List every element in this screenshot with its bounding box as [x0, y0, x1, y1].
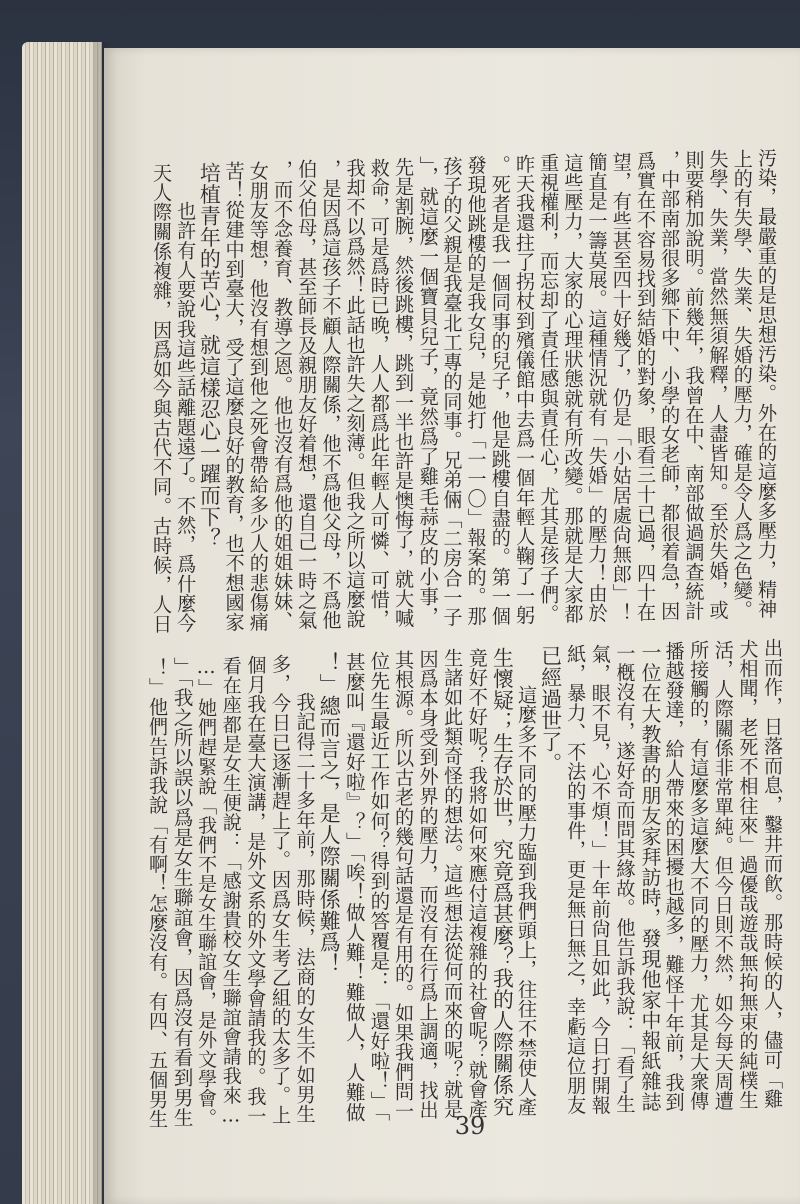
text-column: 犬相聞，老死不相往來」過優哉遊哉無拘無束的純樸生 [736, 638, 760, 1110]
text-column: 這些壓力，大家的心理狀態就有所改變。那就是大家都 [561, 152, 585, 624]
text-column: 所接觸的，有這麼多這麼大不同的壓力，尤其是大衆傳 [687, 640, 711, 1112]
text-column: 。死者是我一個同事的兒子，他是跳樓自盡的。第一個 [488, 154, 512, 626]
text-column: 紙，暴力、不法的事件，更是無日無之，幸虧這位朋友 [564, 644, 588, 1116]
text-column: 看在座都是女生便說：「感謝貴校女生聯誼會請我來… [219, 655, 242, 1127]
text-column: 上的有失學、失業、失婚的壓力，確是令人爲之色變。 [730, 148, 754, 620]
text-column: 先是割腕，然後跳樓，跳到一半也許是懊悔了，就大喊 [392, 157, 415, 628]
text-column: 重視權利，而忘却了責任感與責任心，尤其是孩子們。 [537, 153, 561, 625]
text-column: ！」總而言之，是人際關係難爲！ [317, 652, 342, 975]
text-column: 苦！從建中到臺大，受了這麼良好的教育，也不想國家 [222, 161, 246, 633]
text-column: 爲實在不容易找到結婚的對象，眼看三十已過，四十在 [634, 151, 657, 622]
text-column: 位先生最近工作如何？得到的答覆是：「還好啦！」「 [367, 650, 391, 1122]
page-edges [22, 42, 102, 1204]
text-column: 一槪沒有，遂好奇而問其緣故。他告訴我說：「看了生 [613, 642, 637, 1114]
text-column: 則要稍加說明。前幾年，我曾在中、南部做過調查統計 [682, 149, 706, 621]
text-column: 失學、失業，當然無須解釋，人盡皆知。至於失婚，或 [706, 149, 730, 621]
text-column: ！」他們告訴我說「有啊！怎麼沒有。有四、五個男生 [146, 658, 169, 1129]
text-column: 孩子的父親是我臺北工專的同事。兄弟倆「二房合一子 [440, 155, 464, 627]
text-column: 出而作，日落而息，鑿井而飮。那時候的人，儘可「雞 [761, 638, 784, 1109]
text-column: 一位在大教書的朋友家拜訪時，發現他家中報紙雜誌 [638, 642, 661, 1112]
text-column: 也許有人要說我這些話離題遠了。不然，爲什麼今 [174, 162, 198, 634]
text-column: 發現他跳樓的是我女兒，是她打「一一〇」報案的。那 [464, 155, 488, 627]
text-column: 汚染，最嚴重的是思想汚染。外在的這麼多壓力，精神 [755, 148, 778, 619]
text-column: 生懷疑；生存於世，究竟爲甚麼？我的人際關係究 [489, 646, 514, 1117]
text-column: 我却不以爲然！此話也許失之刻薄。但我之所以這麼說 [343, 158, 367, 630]
text-column: 已經過世了。 [538, 645, 563, 775]
text-column: 氣，眼不見，心不煩！」十年前尙且如此，今日打開報 [588, 643, 612, 1115]
text-column: 活，人際關係非常單純。但今日則不然，如今每天周遭 [711, 639, 735, 1111]
text-column: 救命，可是爲時已晚，人人都爲此年輕人可憐、可惜， [367, 157, 391, 629]
text-column: 竟好不好呢？我將如何來應付這複雜的社會呢？就會產 [465, 647, 489, 1119]
text-column: ，而不念養育、教導之恩。他也沒有爲他的姐姐妹妹、 [271, 160, 294, 631]
text-column: 播越發達，給人帶來的困擾也越多，難怪十年前，我到 [662, 641, 686, 1113]
text-column: 女朋友等想，他沒有想到他之死會帶給多少人的悲傷痛 [246, 160, 270, 632]
text-column: 望，有些甚至四十好幾了，仍是「小姑居處尙無郎」！ [609, 151, 633, 623]
text-column: 」「我之所以誤以爲是女生聯誼會，因爲沒有看到男生 [170, 657, 194, 1128]
text-column: 甚麼叫『還好啦』？」「唉！做人難！難做人，人難做 [342, 651, 366, 1122]
text-column: 這麼多不同的壓力臨到我們頭上，往往不禁使人產 [515, 646, 538, 1117]
text-column: 個月我在臺大演講，是外文系的外文學會請我的。我一 [244, 654, 268, 1126]
text-column: ，中部南部很多鄉下中、小學的女老師，都很着急，因 [658, 150, 682, 622]
text-column: 培植青年的苦心，就這樣忍心一躍而下？ [197, 161, 222, 549]
text-column: 簡直是一籌莫展。這種情況就有「失婚」的壓力！由於 [585, 152, 609, 624]
text-column: 因爲本身受到外界的壓力，而沒有在行爲上調適，找出 [416, 649, 440, 1121]
text-column: 其根源。所以古老的幾句話還是有用的。如果我們問一 [392, 650, 415, 1121]
text-column: 天人際關係複雜，因爲如今與古代不同。古時候，人日 [150, 163, 173, 634]
text-column: ，是因爲這孩子不顧人際關係，他不爲他父母，不爲他 [319, 158, 343, 630]
text-column: 我記得二十多年前，那時候，法商的女生不如男生 [293, 653, 317, 1125]
text-column: …」她們趕緊說「我們不是女生聯誼會，是外文學會。 [195, 656, 218, 1128]
text-column: 昨天我還拄了拐杖到殯儀館中去爲一個年輕人鞠了一躬 [513, 154, 536, 625]
text-column: 伯父伯母，甚至師長及親朋友好着想，還自己一時之氣 [295, 159, 319, 631]
text-column: 生諸如此類奇怪的想法。這些想法從何而來的呢？就是 [441, 648, 465, 1120]
page-number: 39 [454, 1112, 486, 1140]
text-column: 多，今日已逐漸趕上了。因爲女生考乙組的太多了。上 [269, 654, 292, 1125]
text-column: 」，就這麼一個寶貝兒子，竟然爲了雞毛蒜皮的小事， [416, 156, 440, 627]
